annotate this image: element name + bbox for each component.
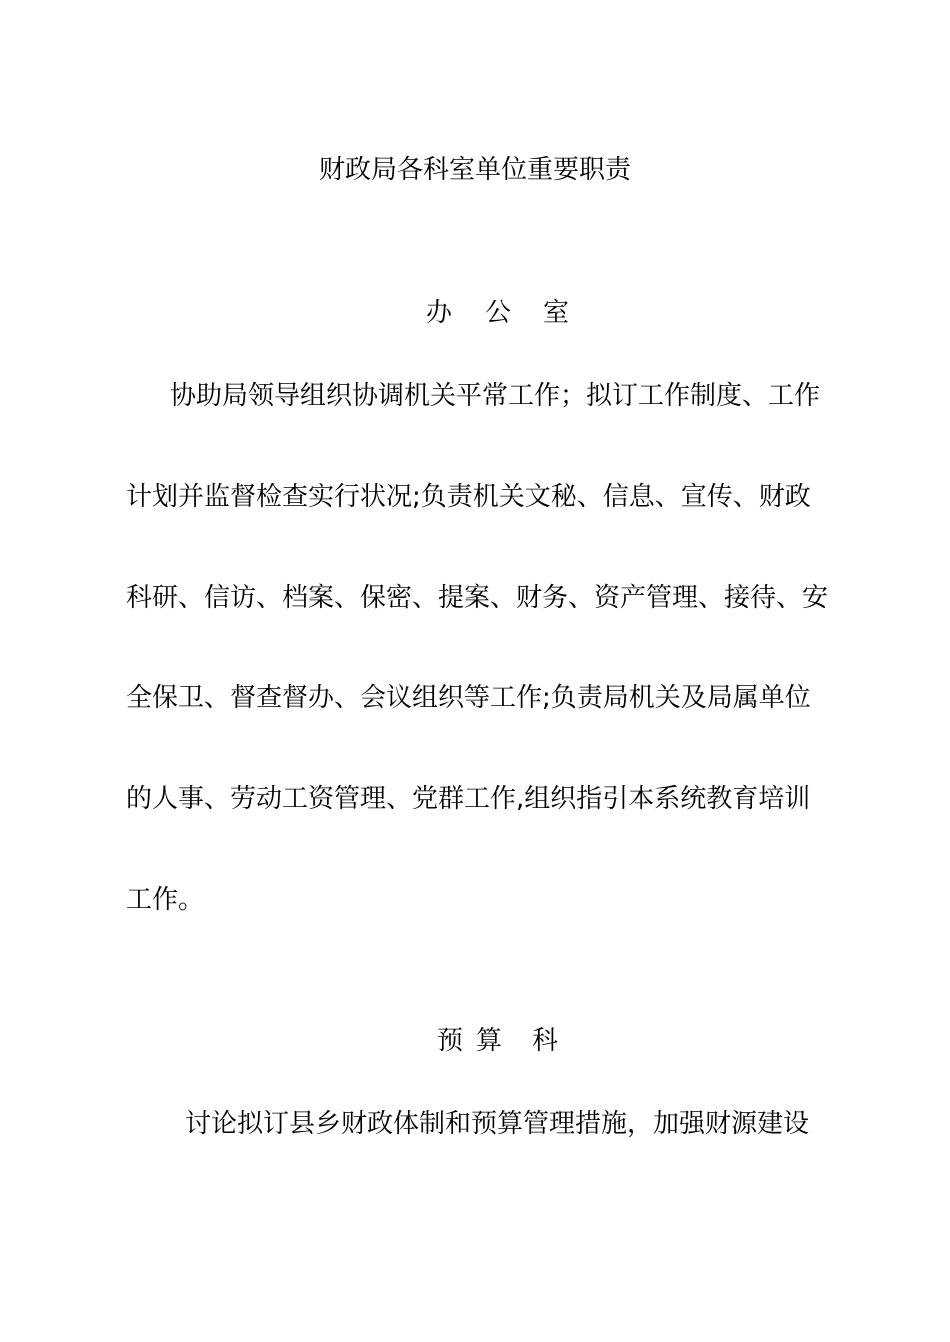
paragraph-line: 全保卫、督查督办、会议组织等工作;负责局机关及局属单位 (126, 683, 811, 713)
paragraph-line: 的人事、劳动工资管理、党群工作,组织指引本系统教育培训 (126, 784, 811, 814)
section-heading-office (0, 295, 950, 331)
heading-char: 科 (532, 1026, 559, 1056)
heading-char: 算 (476, 1026, 503, 1056)
heading-char: 公 (485, 298, 512, 328)
heading-char: 室 (543, 298, 570, 328)
paragraph-line: 工作。 (126, 885, 205, 915)
heading-char: 预 (437, 1026, 464, 1056)
paragraph-line: 协助局领导组织协调机关平常工作；拟订工作制度、工作 (170, 381, 821, 411)
paragraph-line: 讨论拟订县乡财政体制和预算管理措施，加强财源建设 (185, 1109, 810, 1139)
paragraph-line: 计划并监督检查实行状况;负责机关文秘、信息、宣传、财政 (126, 482, 811, 512)
paragraph-line: 科研、信访、档案、保密、提案、财务、资产管理、接待、安 (126, 583, 829, 613)
section-heading-budget (0, 1023, 950, 1059)
heading-char: 办 (426, 298, 453, 328)
page-title: 财政局各科室单位重要职责 (318, 155, 631, 185)
